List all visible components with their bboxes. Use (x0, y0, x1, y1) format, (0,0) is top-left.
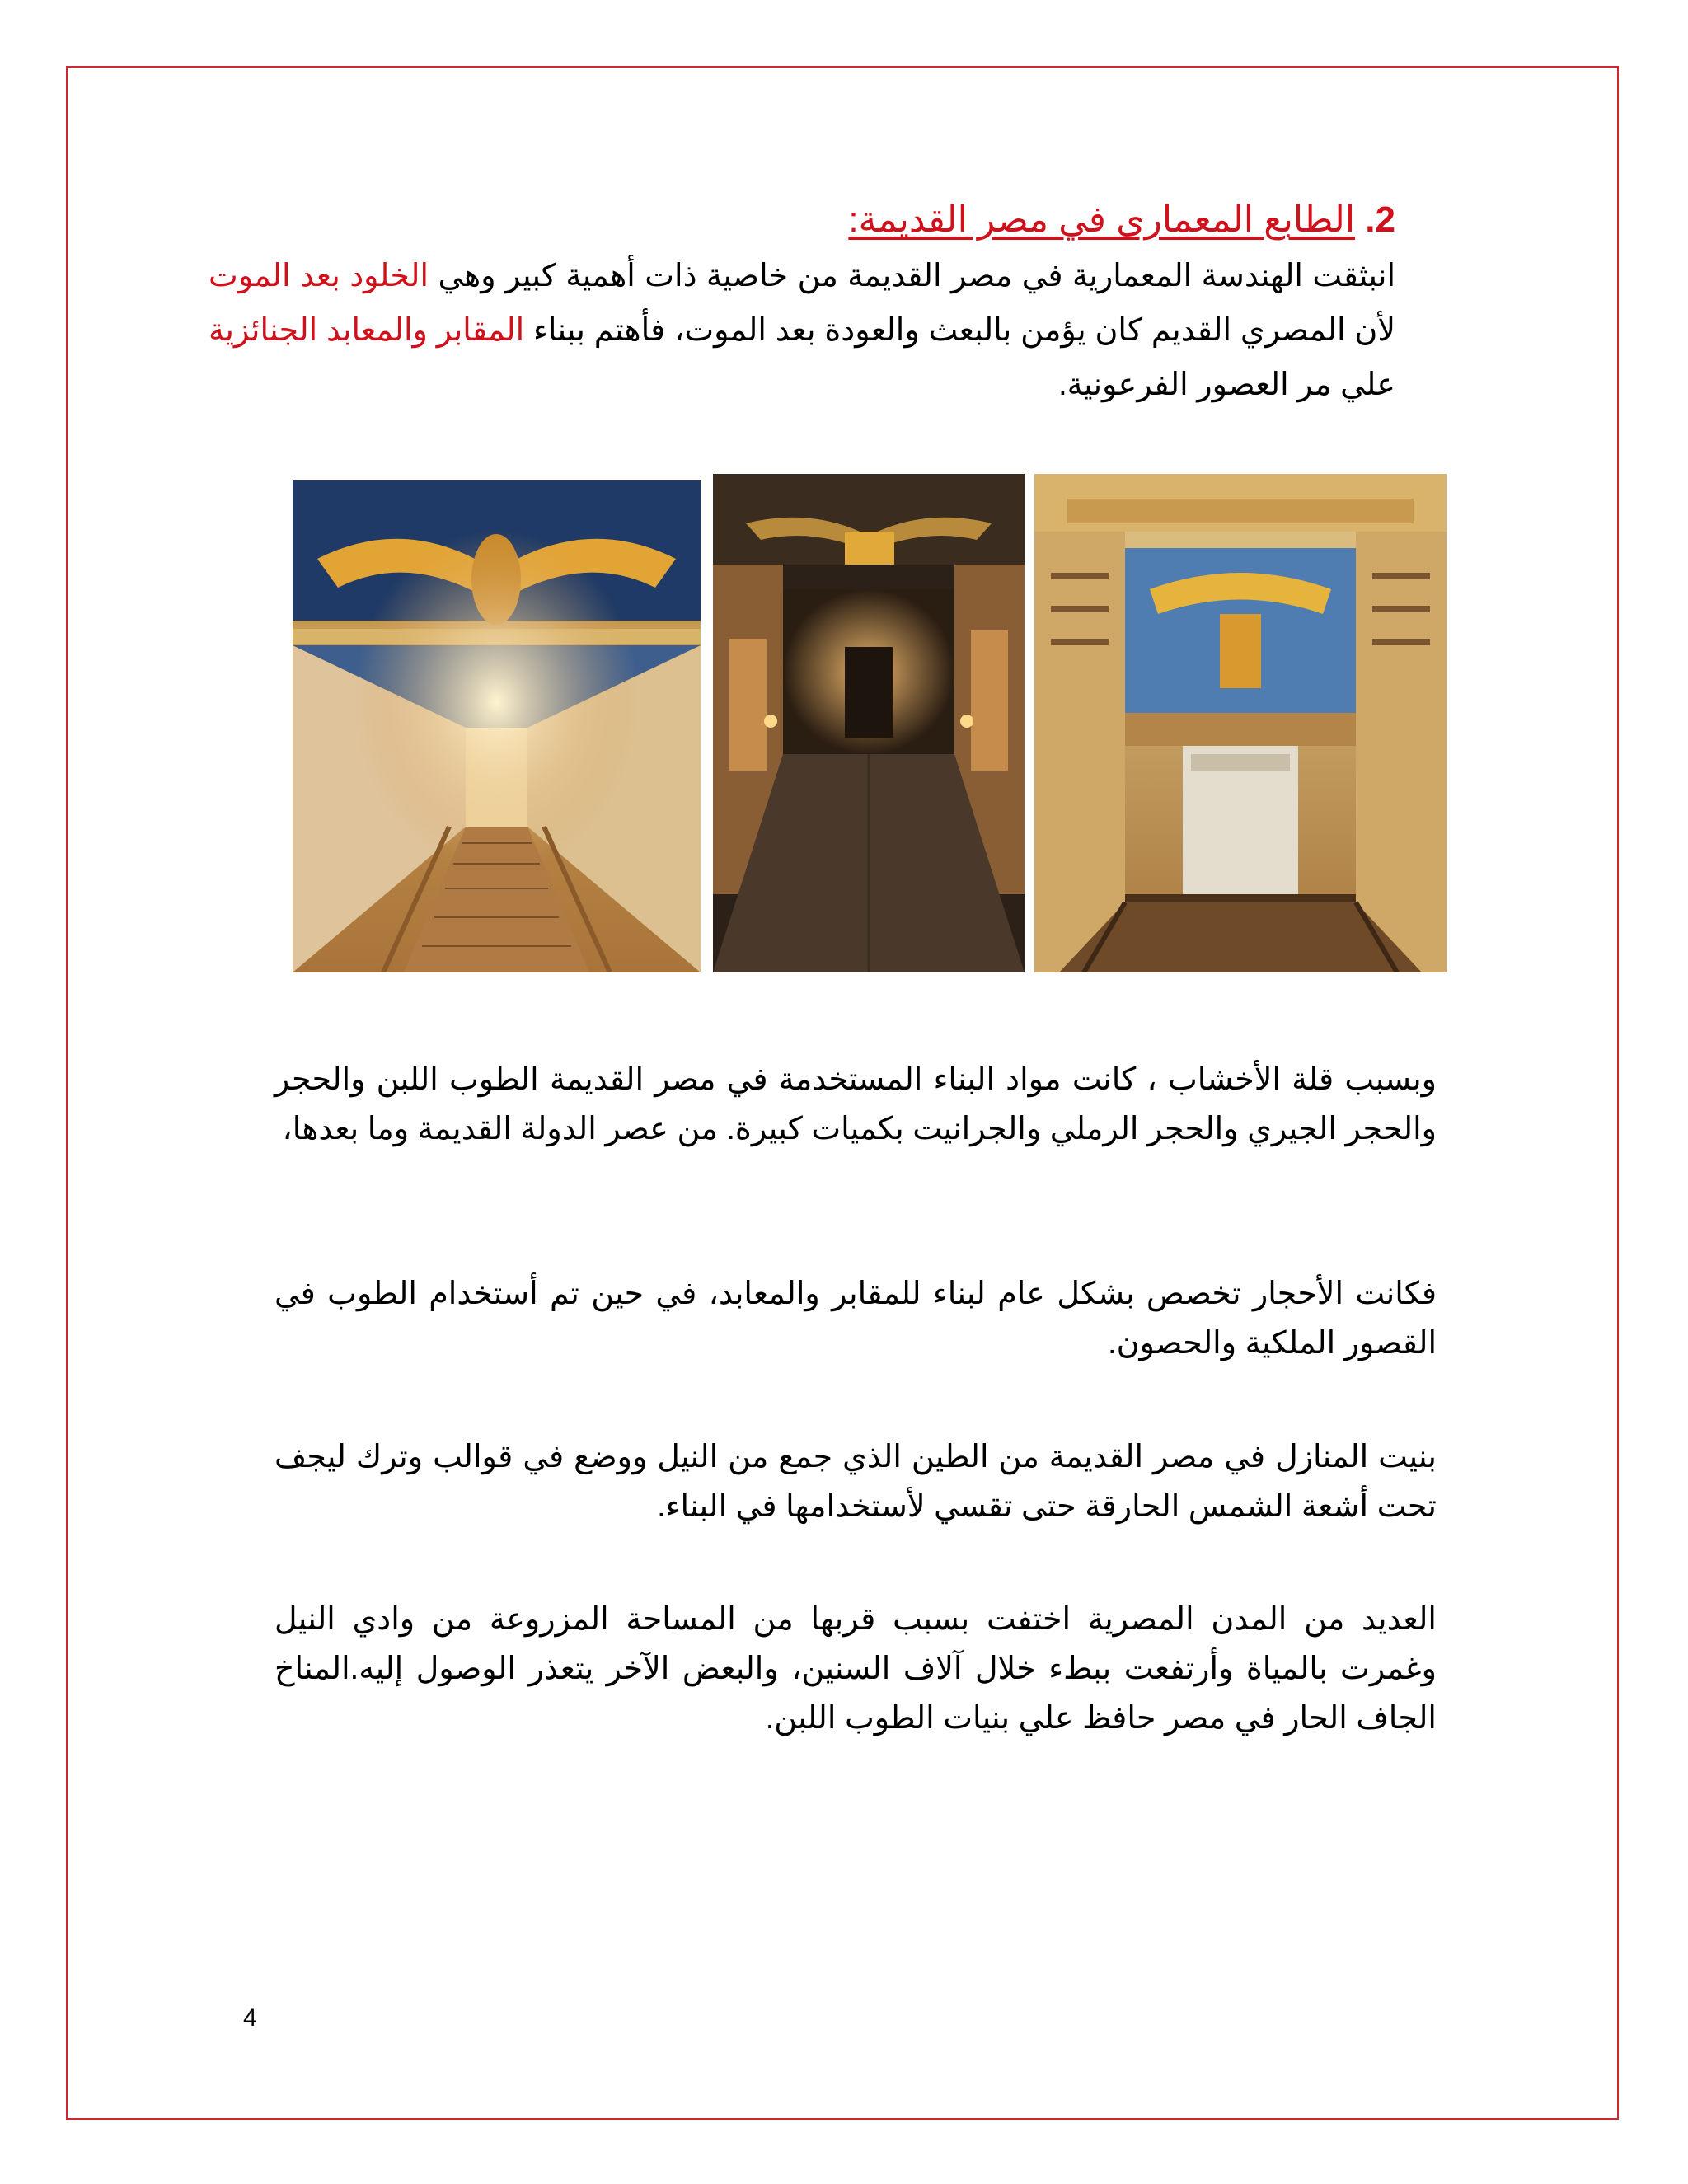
tomb-sarcophagus-image (1034, 474, 1447, 972)
tomb-chamber-image (713, 474, 1025, 972)
paragraph-stone-use: فكانت الأحجار تخصص بشكل عام لبناء للمقابر والمعابد، في حين تم أستخدام الطوب في القصور الملكية والحصون. (274, 1277, 1437, 1361)
tomb-chamber-photo (713, 474, 1025, 972)
section-number: 2. (1365, 199, 1395, 240)
intro-text-2: لأن المصري القديم كان يؤمن بالبعث والعودة بعد الموت، فأهتم ببناء (524, 313, 1396, 348)
intro-text-3: علي مر العصور الفرعونية. (1058, 368, 1395, 402)
paragraph-houses: بنيت المنازل في مصر القديمة من الطين الذي جمع من النيل ووضع في قوالب وترك ليجف تحت أشعة الشمس الحارقة حتى تقسي لأستخدامها في البناء. (274, 1440, 1437, 1524)
page-number: 4 (243, 2004, 257, 2032)
paragraph-building-materials: وبسبب قلة الأخشاب ، كانت مواد البناء المستخدمة في مصر القديمة الطوب اللبن والحجر والحجر الجيري والحجر الرملي والجرانيت بكميات كبيرة. من عصر الدولة القديمة وما بعدها، (274, 1062, 1437, 1146)
tomb-corridor-photo (293, 480, 701, 972)
intro-highlight-tombs-temples: المقابر والمعابد الجنائزية (209, 313, 525, 348)
intro-highlight-immortality: الخلود بعد الموت (209, 259, 429, 293)
intro-paragraph (209, 249, 1395, 412)
section-heading (324, 196, 1395, 244)
tomb-sarcophagus-photo (1034, 474, 1447, 972)
paragraph-lost-cities: العديد من المدن المصرية اختفت بسبب قربها من المساحة المزروعة من وادي النيل وغمرت بالمياة وأرتفعت ببطء خلال آلاف السنين، والبعض الآخر يتعذر الوصول إليه.المناخ الجاف الحار في مصر حافظ علي بنيات الطوب اللبن. (274, 1602, 1437, 1736)
section-title: الطابع المعمارى في مصر القديمة: (848, 199, 1356, 240)
tomb-photo-strip (293, 474, 1447, 972)
intro-text-1: انبثقت الهندسة المعمارية في مصر القديمة من خاصية ذات أهمية كبير وهي (429, 259, 1395, 293)
tomb-corridor-image (293, 480, 701, 972)
